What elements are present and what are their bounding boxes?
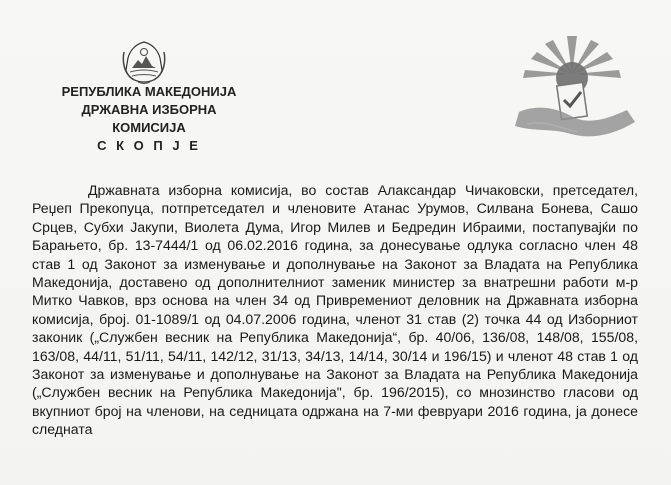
institution-name: ДРЖАВНА ИЗБОРНА КОМИСИЈА	[81, 102, 217, 135]
decision-preamble-paragraph: Државната изборна комисија, во состав Алаксандар Чичаковски, претседател, Реџеп Прекопуца, потпретседател и членовите Атанас Урумов, Силвана Бонева, Сашо Срцев, Субхи Јакупи, Виолета Дума, Игор Милев и Бедредин Ибраими, постапувајќи по Барањето, бр. 13-7444/1 од 06.02.2016 година, за донесување одлука согласно член 48 став 1 од Законот за изменување и дополнување на Законот за Владата на Република Македонија, доставено од дополнителниот заменик министер за внатрешни работи м-р Митко Чавков, врз основа на член 34 од Привремениот деловник на Државната изборна комисија, број. 01-1089/1 од 04.07.2006 година, членот 31 став (2) точка 44 од Изборниот законик („Службен весник на Република Македонија“, бр. 40/06, 136/08, 148/08, 155/08, 163/08, 44/11, 51/11, 54/11, 142/12, 31/13, 34/13, 14/14, 30/14 и 196/15) и членот 48 став 1 од Законот за изменување и дополнување на Законот за Владата на Република Македонија („Службен весник на Република Македонија", бр. 196/2015), со мнозинство гласови од вкупниот број на членови, на седницата одржана на 7-ми февруари 2016 година, ја донесе следната	[32, 182, 638, 438]
coat-of-arms-icon	[118, 38, 170, 86]
election-commission-logo-icon	[497, 34, 647, 144]
institution-header	[54, 83, 244, 155]
country-name: РЕПУБЛИКА МАКЕДОНИЈА	[61, 84, 237, 99]
city-name: С К О П Ј Е	[97, 138, 201, 153]
